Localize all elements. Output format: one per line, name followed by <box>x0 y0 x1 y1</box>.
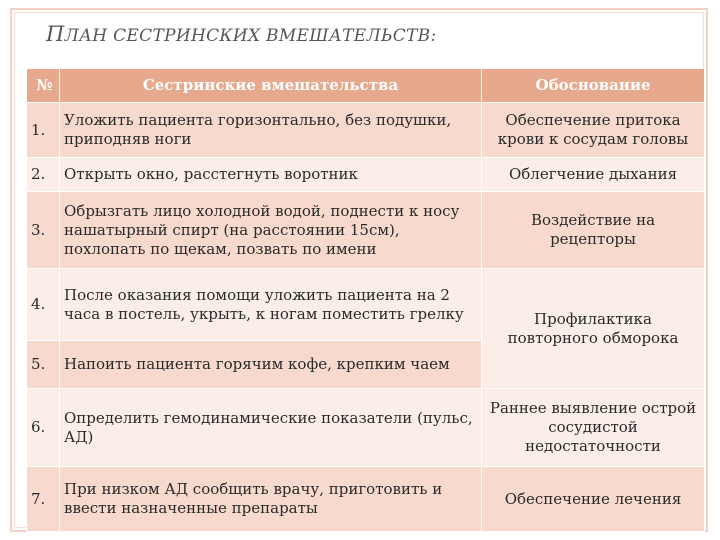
row-action: Открыть окно, расстегнуть воротник <box>60 158 482 192</box>
table-row <box>27 389 705 467</box>
header-num: № <box>27 69 60 103</box>
row-justification: Обеспечение притока крови к сосудам головы <box>482 103 705 158</box>
title-first-letter: П <box>46 22 65 46</box>
row-action: Уложить пациента горизонтально, без подушки, приподняв ноги <box>60 103 482 158</box>
title-rest: ЛАН СЕСТРИНСКИХ ВМЕШАТЕЛЬСТВ: <box>64 26 437 46</box>
table-row <box>27 103 705 158</box>
row-justification: Обеспечение лечения <box>482 467 705 532</box>
row-num: 1. <box>27 103 60 158</box>
table-row <box>27 269 705 341</box>
row-num: 7. <box>27 467 60 532</box>
row-action: Определить гемодинамические показатели (пульс, АД) <box>60 389 482 467</box>
table-row <box>27 192 705 269</box>
row-num: 4. <box>27 269 60 341</box>
nursing-plan-table <box>26 68 705 532</box>
row-justification: Раннее выявление острой сосудистой недостаточности <box>482 389 705 467</box>
row-justification: Профилактика повторного обморока <box>482 269 705 389</box>
table-row <box>27 158 705 192</box>
row-action: При низком АД сообщить врачу, приготовить и ввести назначенные препараты <box>60 467 482 532</box>
header-justification: Обоснование <box>482 69 705 103</box>
row-action: Напоить пациента горячим кофе, крепким чаем <box>60 341 482 389</box>
row-num: 6. <box>27 389 60 467</box>
row-action: После оказания помощи уложить пациента на 2 часа в постель, укрыть, к ногам поместить грелку <box>60 269 482 341</box>
row-action: Обрызгать лицо холодной водой, поднести к носу нашатырный спирт (на расстоянии 15см), похлопать по щекам, позвать по имени <box>60 192 482 269</box>
row-justification: Облегчение дыхания <box>482 158 705 192</box>
header-actions: Сестринские вмешательства <box>60 69 482 103</box>
table-header-row <box>27 69 705 103</box>
row-num: 5. <box>27 341 60 389</box>
slide-title <box>46 22 437 46</box>
table-row <box>27 467 705 532</box>
row-justification: Воздействие на рецепторы <box>482 192 705 269</box>
row-num: 3. <box>27 192 60 269</box>
row-num: 2. <box>27 158 60 192</box>
